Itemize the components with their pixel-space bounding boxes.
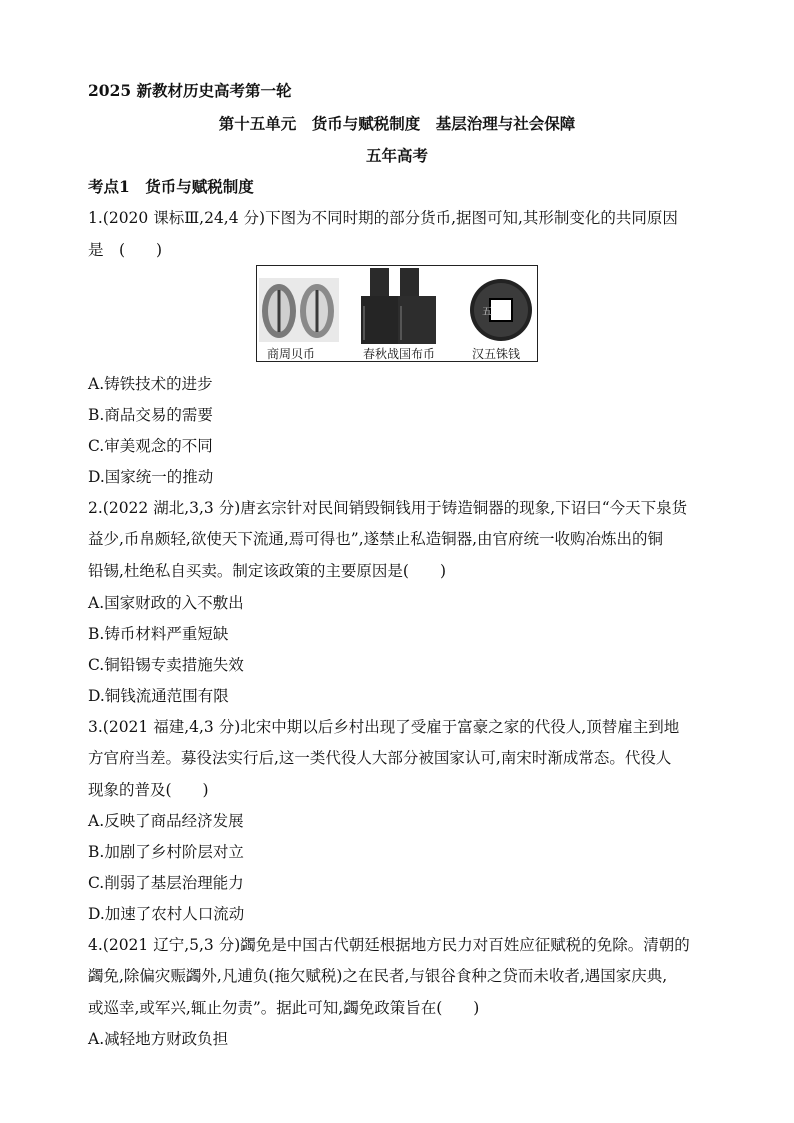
question-1-stem-line-2: 是 ( )	[88, 241, 163, 259]
topic-heading: 考点1 货币与赋税制度	[88, 177, 254, 196]
question-4-stem-line-1: 4.(2021 辽宁,5,3 分)蠲免是中国古代朝廷根据地方民力对百姓应征赋税的免除。清朝的	[88, 936, 690, 954]
question-3-option-b: B.加剧了乡村阶层对立	[88, 843, 244, 861]
question-3-option-a: A.反映了商品经济发展	[88, 812, 244, 830]
section-title: 五年高考	[365, 146, 428, 165]
caption-wuzhu-coin: 汉五铢钱	[472, 347, 521, 361]
coin-glyph: 五	[482, 307, 492, 318]
question-3-stem-line-3: 现象的普及( )	[88, 781, 209, 799]
question-3-option-c: C.削弱了基层治理能力	[88, 874, 244, 892]
wuzhu-coin-image	[470, 279, 532, 341]
spade-coin-image	[361, 268, 436, 344]
question-2-stem-line-1: 2.(2022 湖北,3,3 分)唐玄宗针对民间销毁铜钱用于铸造铜器的现象,下诏曰“今天下泉货	[88, 499, 688, 517]
question-2-stem-line-3: 铅锡,杜绝私自买卖。制定该政策的主要原因是( )	[88, 562, 447, 580]
question-4-stem-line-3: 或巡幸,或军兴,辄止勿责”。据此可知,蠲免政策旨在( )	[88, 999, 480, 1017]
question-1-option-c: C.审美观念的不同	[88, 437, 213, 455]
question-1-option-b: B.商品交易的需要	[88, 406, 213, 424]
question-3-option-d: D.加速了农村人口流动	[88, 905, 245, 923]
question-2-option-c: C.铜铅锡专卖措施失效	[88, 656, 244, 674]
question-1-option-d: D.国家统一的推动	[88, 468, 214, 486]
currency-images	[257, 266, 537, 346]
question-1-option-a: A.铸铁技术的进步	[88, 375, 213, 393]
question-4-option-a: A.减轻地方财政负担	[88, 1030, 229, 1048]
caption-shell-coin: 商周贝币	[267, 347, 316, 361]
shell-coin-image	[259, 278, 339, 342]
question-2-option-d: D.铜钱流通范围有限	[88, 687, 229, 705]
series-title: 2025 新教材历史高考第一轮	[88, 81, 292, 100]
currency-figure	[256, 265, 538, 362]
question-3-stem-line-2: 方官府当差。募役法实行后,这一类代役人大部分被国家认可,南宋时渐成常态。代役人	[88, 749, 672, 767]
question-2-option-b: B.铸币材料严重短缺	[88, 625, 229, 643]
caption-spade-coin: 春秋战国布币	[363, 347, 436, 361]
question-4-stem-line-2: 蠲免,除偏灾赈蠲外,凡逋负(拖欠赋税)之在民者,与银谷食种之贷而未收者,遇国家庆典,	[88, 967, 668, 985]
question-2-stem-line-2: 益少,币帛颇轻,欲使天下流通,焉可得也”,遂禁止私造铜器,由官府统一收购冶炼出的铜	[88, 530, 664, 548]
unit-title: 第十五单元 货币与赋税制度 基层治理与社会保障	[218, 114, 576, 133]
question-1-stem-line-1: 1.(2020 课标Ⅲ,24,4 分)下图为不同时期的部分货币,据图可知,其形制变化的共同原因	[88, 209, 678, 227]
question-2-option-a: A.国家财政的入不敷出	[88, 594, 244, 612]
question-3-stem-line-1: 3.(2021 福建,4,3 分)北宋中期以后乡村出现了受雇于富豪之家的代役人,顶替雇主到地	[88, 718, 680, 736]
